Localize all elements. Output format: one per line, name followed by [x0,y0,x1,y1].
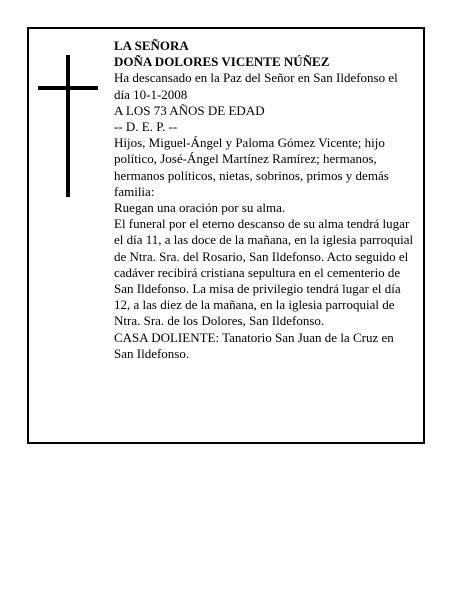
deceased-name: DOÑA DOLORES VICENTE NÚÑEZ [114,54,330,70]
obituary-notice-text [114,38,416,362]
age-statement: A LOS 73 AÑOS DE EDAD [114,102,265,118]
rip-line: -- D. E. P. -- [114,119,178,135]
funeral-details: El funeral por el eterno descanso de su alma tendrá lugar el día 11, a las doce de la mañana, en la iglesia parroquial de Ntra. Sra. del Rosario, San Ildefonso. Acto seguido el cadáver recibirá cristiana sepultura en el cementerio de San Ildefonso. La misa de privilegio tendrá lugar el día 12, a las diez de la mañana, en la iglesia parroquial de Ntra. Sra. de los Dolores, San Ildefonso. [114,216,414,329]
prayer-request: Ruegan una oración por su alma. [114,200,286,216]
mourning-house: CASA DOLIENTE: Tanatorio San Juan de la Cruz en San Ildefonso. [114,329,394,361]
rest-announcement: Ha descansado en la Paz del Señor en San Ildefonso el día 10-1-2008 [114,70,398,102]
family-members: Hijos, Miguel-Ángel y Paloma Gómez Vicente; hijo político, José-Ángel Martínez Ramírez; hermanos, hermanos políticos, nietas, sobrinos, primos y demás familia: [114,135,389,199]
notice-title: LA SEÑORA [114,38,189,53]
latin-cross-icon-crossbar [38,86,98,90]
latin-cross-icon [66,55,70,197]
